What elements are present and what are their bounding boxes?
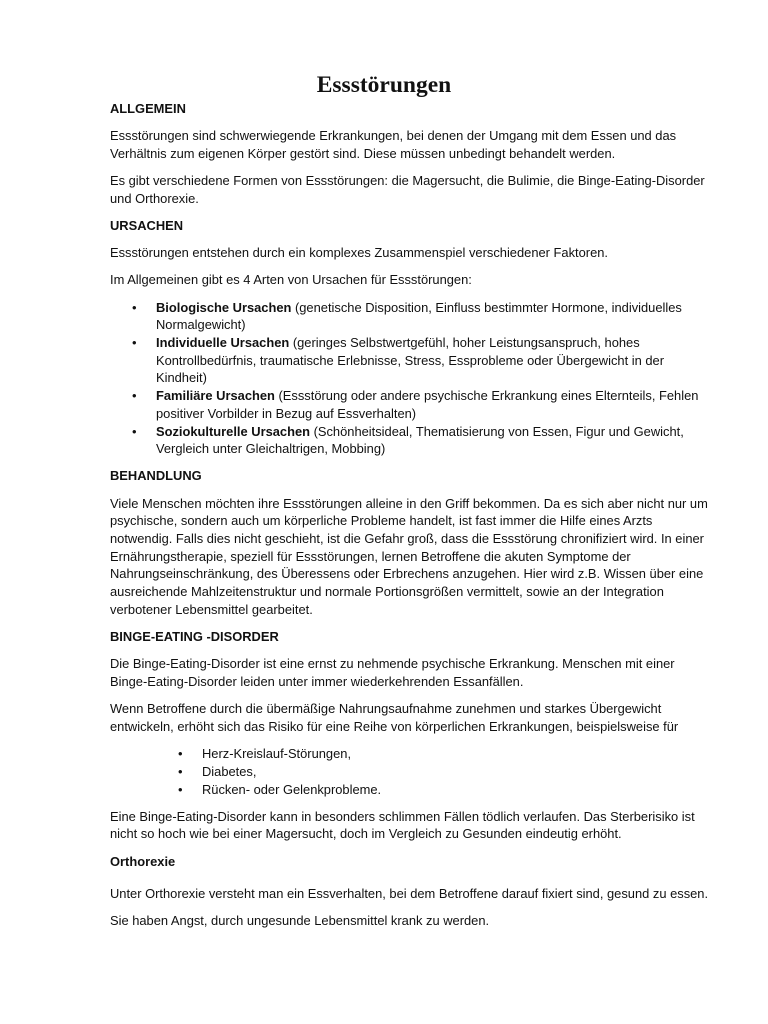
bullet-icon: • [178, 746, 183, 762]
paragraph-ursachen-2: Im Allgemeinen gibt es 4 Arten von Ursachen für Essstörungen: [110, 272, 472, 288]
list-item [110, 334, 714, 387]
paragraph-binge-1: Die Binge-Eating-Disorder ist eine ernst zu nehmende psychische Erkrankung. Menschen mit einer Binge-Eating-Disorder leiden unter immer wiederkehrenden Essanfällen. [110, 656, 675, 689]
list-item-text: Rücken- oder Gelenkprobleme. [202, 781, 382, 797]
paragraph-binge-2: Wenn Betroffene durch die übermäßige Nahrungsaufnahme zunehmen und starkes Übergewicht entwickeln, erhöht sich das Risiko für eine Reihe von körperlichen Erkrankungen, beispielsweise für [110, 701, 679, 734]
list-item [110, 781, 714, 799]
bullet-icon: • [132, 299, 137, 315]
heading-binge-eating: BINGE-EATING -DISORDER [110, 629, 279, 645]
list-item-bold: Biologische Ursachen [156, 299, 292, 315]
heading-orthorexie: Orthorexie [110, 853, 176, 869]
document-title: Essstörungen [316, 72, 452, 98]
list-item [110, 763, 714, 781]
heading-allgemein: ALLGEMEIN [110, 101, 186, 116]
list-item-text: (Essstörung oder andere psychische Erkrankung eines Elternteils, Fehlen positiver Vorbilder in Bezug auf Essverhalten) [156, 388, 699, 421]
list-item [110, 299, 714, 334]
list-item-bold: Individuelle Ursachen [156, 335, 290, 351]
binge-risks-list [110, 745, 714, 798]
bullet-icon: • [178, 781, 183, 797]
bullet-icon: • [178, 763, 183, 779]
list-item [110, 745, 714, 763]
list-item-text: (Schönheitsideal, Thematisierung von Essen, Figur und Gewicht, Vergleich unter Gleichaltrigen, Mobbing) [156, 423, 684, 457]
list-item-bold: Soziokulturelle Ursachen [156, 423, 311, 439]
list-item-text: Diabetes, [202, 763, 257, 779]
paragraph-allgemein-2: Es gibt verschiedene Formen von Essstörungen: die Magersucht, die Bulimie, die Binge-Eating-Disorder und Orthorexie. [110, 173, 705, 206]
list-item-bold: Familiäre Ursachen [156, 388, 275, 404]
heading-ursachen: URSACHEN [110, 218, 184, 234]
list-item-text: (genetische Disposition, Einfluss bestimmter Hormone, individuelles Normalgewicht) [156, 299, 682, 333]
paragraph-allgemein-1: Essstörungen sind schwerwiegende Erkrankungen, bei denen der Umgang mit dem Essen und das Verhältnis zum eigenen Körper gestört sind. Diese müssen unbedingt behandelt werden. [110, 128, 677, 161]
bullet-icon: • [132, 423, 137, 439]
list-item-text: Herz-Kreislauf-Störungen, [202, 746, 352, 762]
list-item [110, 387, 714, 422]
heading-behandlung: BEHANDLUNG [110, 468, 202, 484]
list-item-text: (geringes Selbstwertgefühl, hoher Leistungsanspruch, hohes Kontrollbedürfnis, traumatische Erlebnisse, Stress, Essprobleme oder Übergewicht in der Kindheit) [156, 335, 664, 386]
ursachen-list [110, 299, 714, 458]
paragraph-orthorexie-1: Unter Orthorexie versteht man ein Essverhalten, bei dem Betroffene darauf fixiert sind, gesund zu essen. Sie haben Angst, durch ungesunde Lebensmittel krank zu werden. [110, 885, 709, 928]
bullet-icon: • [132, 388, 137, 404]
paragraph-binge-3: Eine Binge-Eating-Disorder kann in besonders schlimmen Fällen tödlich verlaufen. Das Sterberisiko ist nicht so hoch wie bei einer Magersucht, doch im Vergleich zu Gesunden eindeutig erhöht. [110, 808, 695, 842]
bullet-icon: • [132, 335, 137, 351]
document-body [110, 100, 714, 934]
paragraph-behandlung-1: Viele Menschen möchten ihre Essstörungen alleine in den Griff bekommen. Da es sich aber nicht nur um psychische, sondern auch um körperliche Probleme handelt, ist fast immer die Hilfe eines Arzts notwendig. Falls dies nicht geschieht, ist die Gefahr groß, dass die Essstörung chronifiziert wird. In einer Ernährungstherapie, speziell für Essstörungen, lernen Betroffene die akuten Symptome der Nahrungseinschränkung, des Überessens oder Erbrechens anzugehen. Hier wird z.B. Wissen über eine ausreichende Mahlzeitenstruktur und normale Portionsgrößen vermittelt, sowie an der Integration verbotener Lebensmittel gearbeitet. [110, 495, 708, 617]
list-item [110, 423, 714, 458]
paragraph-ursachen-1: Essstörungen entstehen durch ein komplexes Zusammenspiel verschiedener Faktoren. [110, 245, 608, 261]
